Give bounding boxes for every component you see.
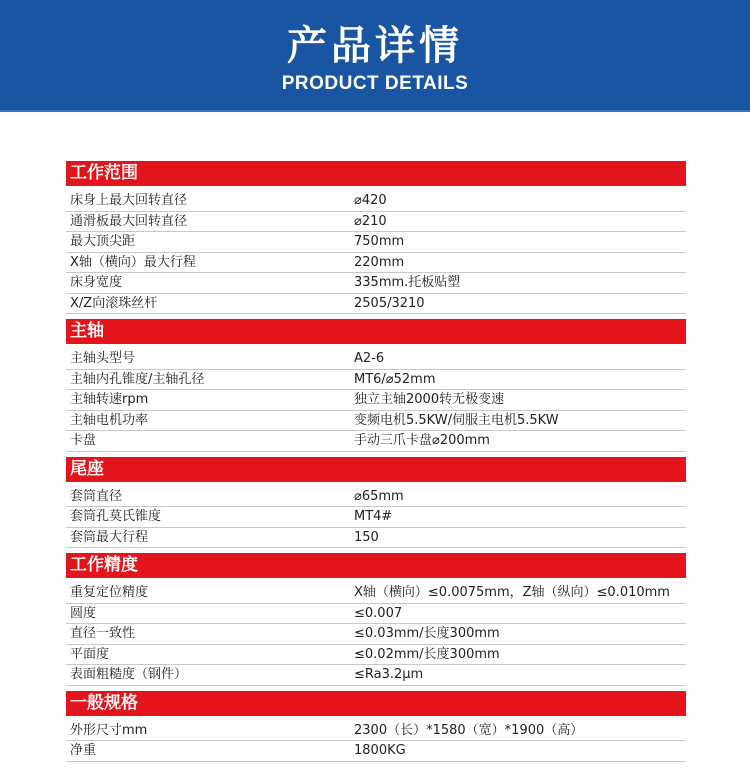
page-title: 产品详情 bbox=[287, 23, 463, 69]
spec-row bbox=[66, 741, 686, 762]
spec-label: 套筒直径 bbox=[70, 488, 123, 504]
spec-value: MT4# bbox=[354, 509, 393, 524]
spec-value: 手动三爪卡盘⌀200mm bbox=[354, 433, 490, 448]
spec-row bbox=[66, 507, 686, 528]
spec-label: 主轴头型号 bbox=[70, 351, 136, 366]
section-header: 主轴 bbox=[66, 319, 686, 344]
spec-label: 床身宽度 bbox=[70, 275, 123, 290]
spec-row bbox=[66, 411, 686, 432]
section-header: 尾座 bbox=[66, 457, 686, 482]
spec-label: 主轴电机功率 bbox=[70, 412, 149, 428]
spec-value: ⌀210 bbox=[354, 213, 387, 229]
spec-row bbox=[66, 431, 686, 452]
spec-label: 主轴内孔锥度/主轴孔径 bbox=[70, 371, 205, 387]
spec-label: 圆度 bbox=[70, 605, 97, 621]
spec-row bbox=[66, 273, 686, 294]
spec-value: MT6/⌀52mm bbox=[354, 371, 436, 387]
spec-row bbox=[66, 390, 686, 411]
spec-label: 外形尺寸mm bbox=[70, 722, 148, 738]
spec-row bbox=[66, 253, 686, 274]
spec-row bbox=[66, 583, 686, 604]
spec-value: ≤0.007 bbox=[354, 605, 403, 621]
spec-value: 750mm bbox=[354, 234, 405, 249]
spec-value: ≤0.03mm/长度300mm bbox=[354, 626, 500, 641]
spec-row bbox=[66, 349, 686, 370]
spec-value: 220mm bbox=[354, 254, 405, 270]
spec-row bbox=[66, 645, 686, 666]
spec-row bbox=[66, 294, 686, 315]
spec-value: 独立主轴2000转无极变速 bbox=[354, 392, 505, 407]
spec-value: X轴（横向）≤0.0075mm，Z轴（纵向）≤0.010mm bbox=[354, 585, 670, 600]
spec-row bbox=[66, 665, 686, 686]
spec-value: ⌀65mm bbox=[354, 488, 404, 504]
spec-row bbox=[66, 528, 686, 549]
spec-row bbox=[66, 212, 686, 233]
spec-value: A2-6 bbox=[354, 351, 385, 366]
spec-label: 主轴转速rpm bbox=[70, 392, 149, 407]
spec-row bbox=[66, 232, 686, 253]
section-header: 工作精度 bbox=[66, 553, 686, 578]
spec-label: 表面粗糙度（钢件） bbox=[70, 667, 188, 682]
spec-label: 平面度 bbox=[70, 646, 110, 662]
spec-label: 最大顶尖距 bbox=[70, 234, 136, 249]
spec-label: 净重 bbox=[70, 743, 97, 758]
spec-row bbox=[66, 487, 686, 508]
spec-label: X轴（横向）最大行程 bbox=[70, 254, 196, 270]
spec-value: 2505/3210 bbox=[354, 295, 425, 311]
spec-label: X/Z向滚珠丝杆 bbox=[70, 295, 158, 311]
spec-row bbox=[66, 191, 686, 212]
banner-divider bbox=[0, 110, 750, 112]
section-header: 一般规格 bbox=[66, 691, 686, 716]
spec-table bbox=[66, 161, 686, 762]
spec-value: 150 bbox=[354, 529, 379, 545]
spec-row bbox=[66, 604, 686, 625]
spec-label: 重复定位精度 bbox=[70, 585, 149, 600]
spec-label: 套筒最大行程 bbox=[70, 529, 149, 545]
spec-label: 床身上最大回转直径 bbox=[70, 193, 188, 208]
spec-value: 335mm.托板贴塑 bbox=[354, 275, 461, 290]
spec-value: 2300（长）*1580（宽）*1900（高） bbox=[354, 722, 584, 738]
spec-row bbox=[66, 721, 686, 742]
spec-label: 通滑板最大回转直径 bbox=[70, 213, 188, 229]
spec-value: ≤Ra3.2μm bbox=[354, 667, 424, 682]
page-subtitle: PRODUCT DETAILS bbox=[281, 73, 469, 94]
spec-label: 套筒孔莫氏锥度 bbox=[70, 509, 162, 524]
spec-value: ≤0.02mm/长度300mm bbox=[354, 646, 500, 662]
section-header: 工作范围 bbox=[66, 161, 686, 186]
header-banner bbox=[0, 0, 750, 111]
spec-value: ⌀420 bbox=[354, 193, 387, 208]
spec-value: 1800KG bbox=[354, 743, 406, 758]
spec-label: 卡盘 bbox=[70, 433, 97, 448]
spec-row bbox=[66, 370, 686, 391]
spec-row bbox=[66, 624, 686, 645]
spec-value: 变频电机5.5KW/伺服主电机5.5KW bbox=[354, 412, 559, 428]
spec-label: 直径一致性 bbox=[70, 626, 136, 641]
